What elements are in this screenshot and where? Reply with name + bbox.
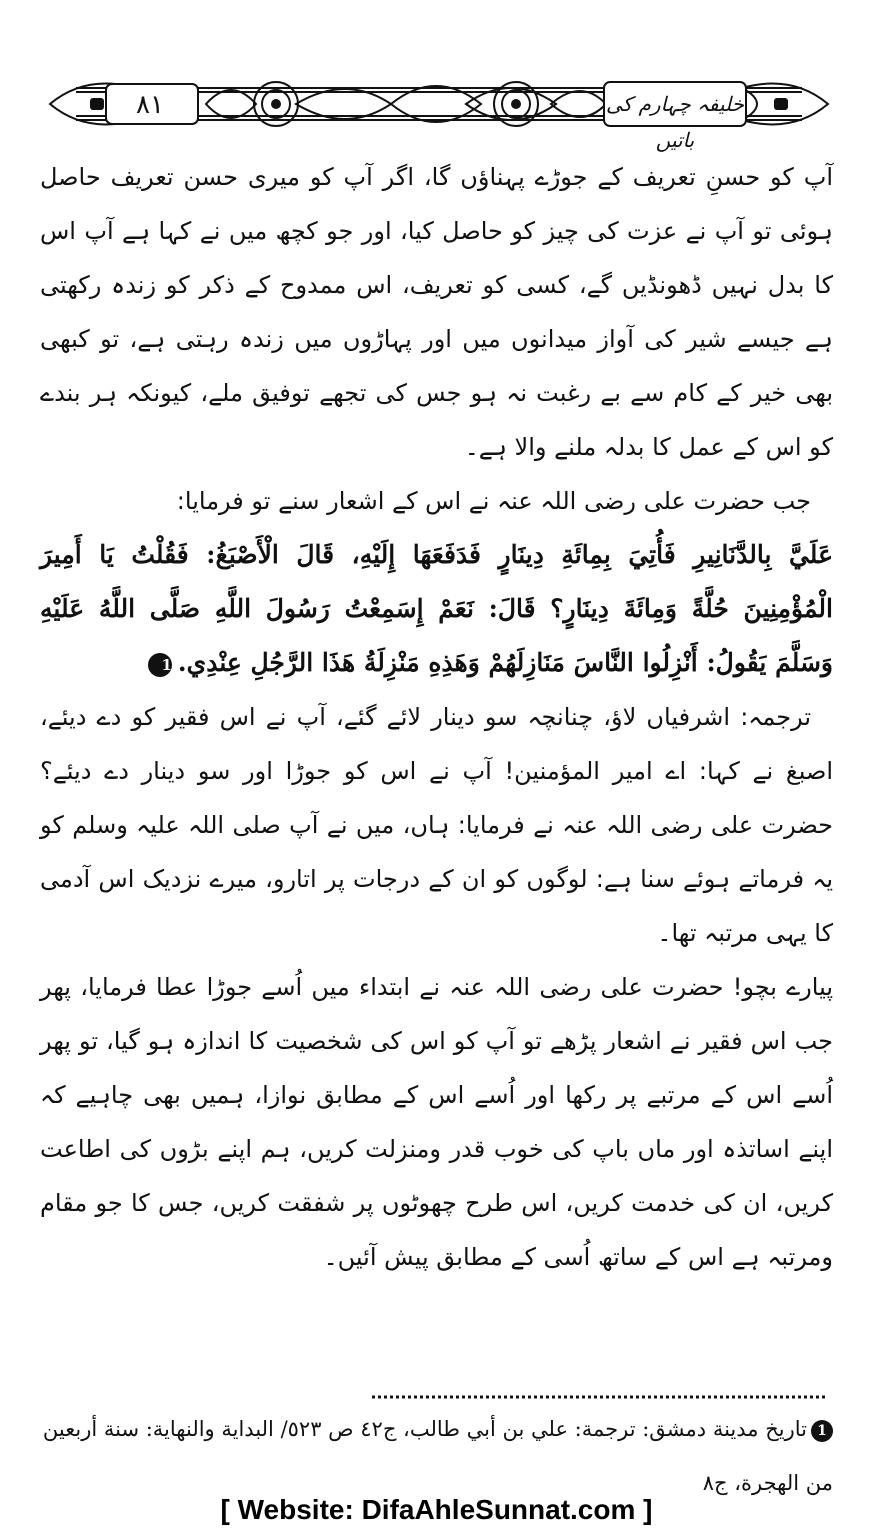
paragraph-translation: ترجمہ: اشرفیاں لاؤ، چنانچہ سو دینار لائے گئے، آپ نے اس فقیر کو دے دیئے، اصبغ نے کہا: اے امیر المؤمنین! آپ نے اس کو جوڑا اور سو دینار دے دیئے؟ حضرت علی رضی اللہ عنہ نے فرمایا: ہاں، میں نے آپ صلی اللہ علیہ وسلم کو یہ فرماتے ہوئے سنا ہے: لوگوں کو ان کے درجات پر اتارو، میرے نزدیک اس آدمی کا یہی مرتبہ تھا۔	[40, 703, 833, 947]
paragraph-intro: جب حضرت علی رضی اللہ عنہ نے اس کے اشعار سنے تو فرمایا:	[176, 487, 811, 515]
arabic-text: عَلَيَّ بِالدَّنَانِيرِ فَأُتِيَ بِمِائَةِ دِينَارٍ فَدَفَعَهَا إِلَيْهِ، قَالَ الْأَصْبَغُ: فَقُلْتُ يَا أَمِيرَ الْمُؤْمِنِينَ حُلَّةً وَمِائَةَ دِينَارٍ؟ قَالَ: نَعَمْ إِسَمِعْتُ رَسُولَ اللَّهِ صَلَّى اللَّهُ عَلَيْهِ وَسَلَّمَ يَقُولُ: أَنْزِلُوا النَّاسَ مَنَازِلَهُمْ وَهَذِهِ مَنْزِلَةُ هَذَا الرَّجُلِ عِنْدِي.	[40, 540, 833, 677]
website-banner: [ Website: DifaAhleSunnat.com ]	[220, 1494, 653, 1525]
running-title: خلیفہ چہارم کی باتیں	[605, 86, 745, 122]
footnote-divider	[370, 1394, 828, 1400]
body-text	[40, 150, 833, 1284]
footnote-text: تاريخ مدينة دمشق: ترجمة: علي بن أبي طالب، ج٤٢ ص ٥٢٣/ البداية والنهاية: سنة أربعين من الهجرة، ج٨	[42, 1417, 833, 1495]
footnote-number: 1	[811, 1420, 833, 1442]
paragraph-poem-translation: آپ کو حسنِ تعریف کے جوڑے پہناؤں گا، اگر آپ کو میری حسن تعریف حاصل ہوئی تو آپ نے عزت کی چیز کو حاصل کیا، اور جو کچھ میں نے کہا ہے آپ اس کا بدل نہیں ڈھونڈیں گے، کسی کو تعریف، اس ممدوح کے ذکر کو زندہ رکھتی ہے جیسے شیر کی آواز میدانوں میں اور پہاڑوں میں زندہ رہتی ہے، تو کبھی بھی خیر کے کام سے بے رغبت نہ ہو جس کی تجھے توفیق ملے، کیونکہ ہر بندے کو اس کے عمل کا بدلہ ملنے والا ہے۔	[40, 163, 833, 461]
page-number: ٨١	[136, 90, 164, 120]
footnote-marker[interactable]: 1	[148, 653, 172, 677]
paragraph-arabic-hadith	[40, 528, 833, 690]
paragraph-lesson: پیارے بچو! حضرت علی رضی اللہ عنہ نے ابتداء میں اُسے جوڑا عطا فرمایا، پھر جب اس فقیر نے اشعار پڑھے تو آپ کو اس کی شخصیت کا اندازہ ہو گیا، تو پھر اُسے اس کے مرتبے پر رکھا اور اُسے اس کے مطابق نوازا، ہمیں بھی چاہیے کہ اپنے اساتذہ اور ماں باپ کی خوب قدر ومنزلت کریں، ہم اپنے بڑوں کی اطاعت کریں، ان کی خدمت کریں، اس طرح چھوٹوں پر شفقت کریں، جس کا جو مقام ومرتبہ ہے اس کے ساتھ اُسی کے مطابق پیش آئیں۔	[40, 973, 833, 1271]
